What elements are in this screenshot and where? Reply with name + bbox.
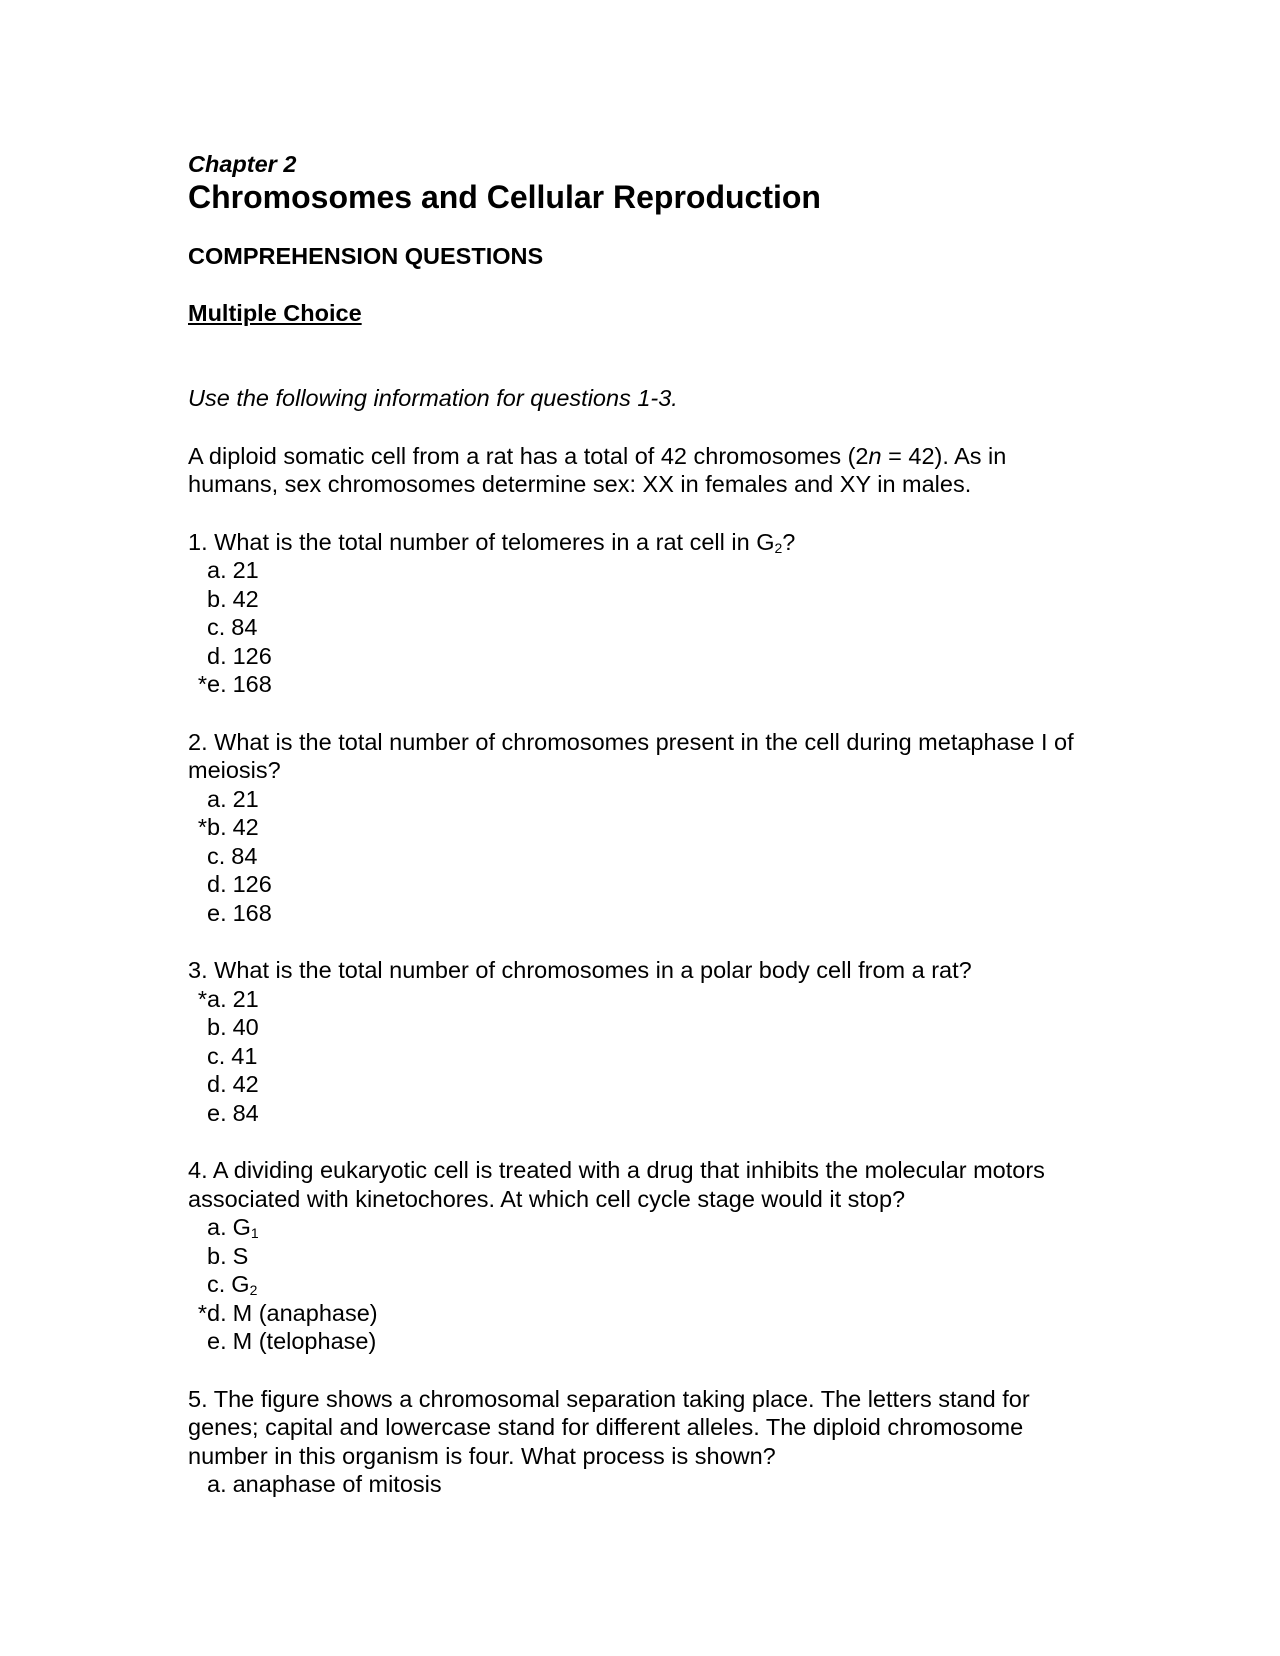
answer-option	[188, 1299, 1088, 1328]
option-letter: e.	[207, 671, 227, 697]
answer-option	[188, 1470, 1088, 1499]
correct-mark	[188, 1213, 207, 1242]
section-title: COMPREHENSION QUESTIONS	[188, 243, 544, 269]
question-stem	[188, 528, 1088, 557]
option-letter: a.	[207, 1471, 227, 1497]
option-text: 84	[231, 614, 258, 640]
option-text: 42	[232, 814, 259, 840]
question-number: 2.	[188, 728, 208, 755]
question-number: 3.	[188, 957, 208, 983]
correct-mark	[188, 1013, 207, 1042]
option-letter: e.	[207, 1099, 227, 1126]
answer-options	[188, 1213, 1088, 1356]
question-4	[188, 1156, 1088, 1356]
answer-option	[188, 813, 1088, 842]
answer-option	[188, 1242, 1088, 1271]
answer-option	[188, 1327, 1088, 1356]
option-text	[231, 1270, 257, 1299]
option-text: 40	[232, 1014, 259, 1040]
correct-mark: *	[197, 1299, 207, 1326]
answer-option	[188, 899, 1088, 928]
passage-part-1: A diploid somatic cell from a rat has a total of 42 chromosomes (2	[188, 442, 869, 469]
option-text: 168	[232, 671, 272, 697]
option-text	[233, 1213, 259, 1242]
correct-mark: *	[197, 671, 207, 697]
option-text: 126	[232, 642, 272, 669]
answer-option	[188, 1213, 1088, 1242]
question-5	[188, 1385, 1088, 1499]
answer-option	[188, 1042, 1088, 1071]
question-number: 1.	[188, 528, 208, 555]
correct-mark	[188, 1270, 207, 1299]
correct-mark	[188, 1070, 207, 1099]
answer-option	[188, 985, 1088, 1014]
question-stem	[188, 728, 1088, 785]
option-text: 126	[232, 871, 272, 897]
subscript: 1	[250, 1225, 259, 1241]
correct-mark	[188, 870, 207, 899]
question-2	[188, 728, 1088, 928]
correct-mark	[188, 556, 207, 585]
question-text: A dividing eukaryotic cell is treated with a drug that inhibits the molecular motors associated with kinetochores. At which cell cycle stage would it stop?	[188, 1157, 1045, 1212]
subscript: 2	[774, 539, 783, 556]
option-letter: c.	[207, 614, 226, 640]
option-text: 84	[232, 1099, 259, 1126]
answer-option	[188, 613, 1088, 642]
option-text: 168	[232, 899, 272, 926]
option-text: S	[232, 1242, 249, 1269]
correct-mark	[188, 1099, 207, 1128]
option-text: 84	[231, 842, 258, 869]
correct-mark	[188, 1327, 207, 1356]
answer-option	[188, 556, 1088, 585]
answer-option	[188, 1013, 1088, 1042]
option-letter: c.	[207, 842, 226, 869]
option-letter: d.	[207, 642, 227, 669]
answer-option	[188, 842, 1088, 871]
option-letter: b.	[207, 814, 227, 840]
question-number: 5.	[188, 1385, 208, 1412]
chapter-title: Chromosomes and Cellular Reproduction	[188, 179, 821, 215]
question-number: 4.	[188, 1157, 208, 1183]
answer-option	[188, 1099, 1088, 1128]
chapter-label: Chapter 2	[188, 151, 297, 177]
question-text: What is the total number of telomeres in a rat cell in G	[214, 528, 775, 555]
question-text: What is the total number of chromosomes in a polar body cell from a rat?	[214, 957, 972, 983]
correct-mark	[188, 1242, 207, 1271]
question-stem	[188, 956, 1088, 985]
answer-option	[188, 870, 1088, 899]
answer-options	[188, 556, 1088, 699]
option-text: 41	[231, 1042, 258, 1069]
option-letter: d.	[207, 1299, 227, 1326]
answer-options	[188, 1470, 1088, 1499]
correct-mark: *	[197, 985, 207, 1012]
answer-options	[188, 785, 1088, 928]
answer-option	[188, 670, 1088, 699]
question-text-end: ?	[782, 528, 796, 555]
option-letter: b.	[207, 585, 227, 612]
answer-option	[188, 1070, 1088, 1099]
correct-mark	[188, 1470, 207, 1499]
correct-mark	[188, 585, 207, 614]
question-stem	[188, 1156, 1088, 1213]
option-letter: a.	[207, 557, 227, 583]
option-text: 21	[232, 985, 259, 1012]
question-text: The figure shows a chromosomal separation taking place. The letters stand for genes; capital and lowercase stand for different alleles. The diploid chromosome number in this organism is four. What process is shown?	[188, 1385, 1030, 1469]
option-letter: e.	[207, 899, 227, 926]
question-text: What is the total number of chromosomes present in the cell during metaphase I of meiosis?	[188, 728, 1074, 783]
option-letter: a.	[207, 985, 227, 1012]
option-letter: d.	[207, 871, 227, 897]
option-text-main: G	[232, 1214, 251, 1240]
option-letter: e.	[207, 1328, 227, 1354]
option-letter: d.	[207, 1071, 227, 1097]
correct-mark: *	[197, 814, 207, 840]
option-letter: b.	[207, 1014, 227, 1040]
option-text: anaphase of mitosis	[232, 1471, 442, 1497]
passage-italic-n: n	[868, 442, 882, 469]
correct-mark	[188, 785, 207, 814]
option-letter: a.	[207, 1214, 227, 1240]
answer-options	[188, 985, 1088, 1128]
option-letter: c.	[207, 1042, 226, 1069]
document-page	[188, 150, 1088, 1528]
question-1	[188, 528, 1088, 699]
instruction-text: Use the following information for questions 1-3.	[188, 385, 678, 411]
correct-mark	[188, 642, 207, 671]
correct-mark	[188, 1042, 207, 1071]
option-text: 42	[232, 1071, 259, 1097]
option-text: 21	[232, 557, 259, 583]
option-text-main: G	[231, 1271, 250, 1297]
subscript: 2	[249, 1282, 258, 1298]
option-letter: c.	[207, 1271, 226, 1297]
option-text: 21	[232, 785, 259, 812]
passage-part-2: = 42). As in humans, sex chromosomes determine sex: XX in females and XY in males.	[188, 442, 1007, 497]
answer-option	[188, 785, 1088, 814]
correct-mark	[188, 842, 207, 871]
correct-mark	[188, 899, 207, 928]
subsection-title: Multiple Choice	[188, 300, 362, 326]
answer-option	[188, 642, 1088, 671]
question-3	[188, 956, 1088, 1127]
option-letter: b.	[207, 1242, 227, 1269]
answer-option	[188, 585, 1088, 614]
correct-mark	[188, 613, 207, 642]
option-text: M (telophase)	[232, 1328, 377, 1354]
option-text: 42	[232, 585, 259, 612]
passage-text	[188, 442, 1088, 499]
option-letter: a.	[207, 785, 227, 812]
option-text: M (anaphase)	[232, 1299, 378, 1326]
answer-option	[188, 1270, 1088, 1299]
question-stem	[188, 1385, 1088, 1471]
